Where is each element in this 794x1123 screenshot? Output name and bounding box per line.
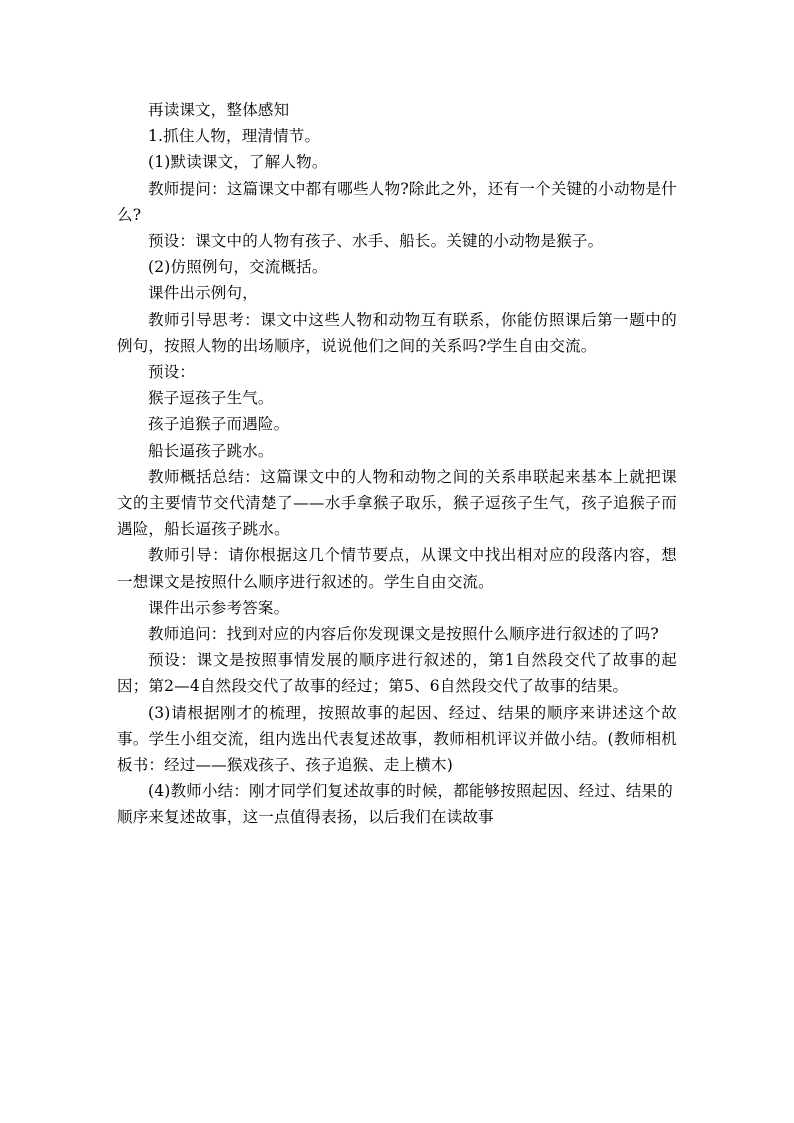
paragraph: (3)请根据刚才的梳理，按照故事的起因、经过、结果的顺序来讲述这个故事。学生小组交流，组内选出代表复述故事，教师相机评议并做小结。(教师相机板书：经过——猴戏孩子、孩子追猴、走上横木) [117,703,677,775]
subheading: 1.抓住人物，理清情节。 [148,127,321,146]
paragraph: 教师引导：请你根据这几个情节要点，从课文中找出相对应的段落内容，想一想课文是按照什么顺序进行叙述的。学生自由交流。 [117,546,677,591]
step-heading: (2)仿照例句，交流概括。 [148,258,328,277]
paragraph: 课件出示参考答案。 [148,598,290,617]
paragraph: 预设：课文是按照事情发展的顺序进行叙述的，第1自然段交代了故事的起因；第2—4自然段交代了故事的经过；第5、6自然段交代了故事的结果。 [117,651,677,696]
paragraph: 教师提问：这篇课文中都有哪些人物?除此之外，还有一个关键的小动物是什么? [117,179,677,224]
paragraph: 教师引导思考：课文中这些人物和动物互有联系，你能仿照课后第一题中的例句，按照人物的出场顺序，说说他们之间的关系吗?学生自由交流。 [117,310,677,355]
paragraph: 教师追问：找到对应的内容后你发现课文是按照什么顺序进行叙述的了吗? [148,625,659,644]
paragraph: 预设： [148,363,196,382]
step-heading: (1)默读课文，了解人物。 [148,153,328,172]
paragraph: (4)教师小结：刚才同学们复述故事的时候，都能够按照起因、经过、结果的顺序来复述故事，这一点值得表扬，以后我们在读故事 [117,782,673,827]
plot-point: 猴子逗孩子生气。 [148,389,274,408]
paragraph: 预设：课文中的人物有孩子、水手、船长。关键的小动物是猴子。 [148,232,604,251]
plot-point: 船长逼孩子跳水。 [148,441,274,460]
paragraph: 教师概括总结：这篇课文中的人物和动物之间的关系串联起来基本上就把课文的主要情节交代清楚了——水手拿猴子取乐，猴子逗孩子生气，孩子追猴子而遇险，船长逼孩子跳水。 [117,467,677,539]
section-heading: 再读课文，整体感知 [148,101,290,119]
plot-point: 孩子追猴子而遇险。 [148,415,290,434]
paragraph: 课件出示例句， [148,284,258,303]
document-body [117,97,677,831]
